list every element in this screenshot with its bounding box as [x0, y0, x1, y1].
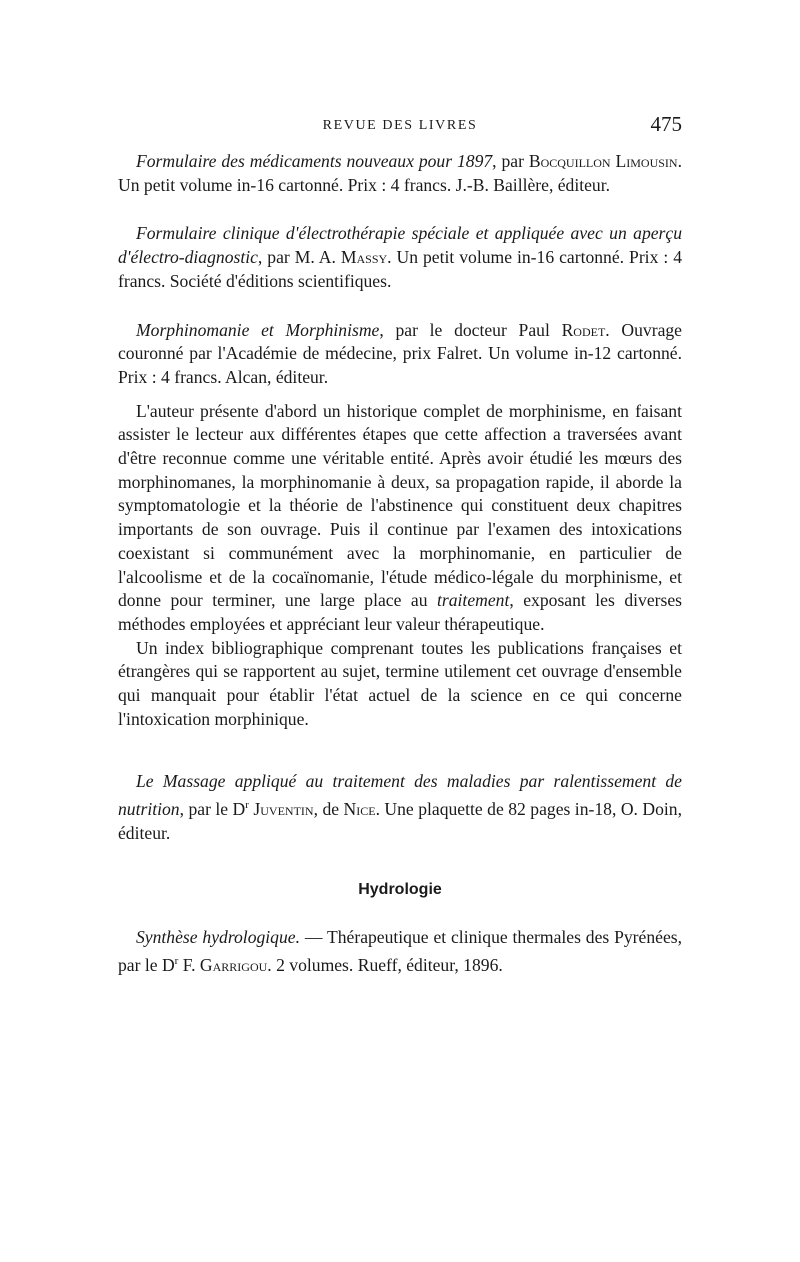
book-entry [118, 222, 682, 293]
superscript: r [174, 955, 179, 968]
author-name: Massy [340, 247, 388, 268]
entry-text: . 2 volumes. Rueff, éditeur, 1896. [267, 955, 503, 975]
entry-text: , de [313, 799, 344, 820]
entry-paragraph [118, 319, 682, 390]
book-entry [118, 926, 682, 977]
entry-text: . Un petit volume in-16 cartonné. Prix : 4 francs. Société d'éditions scientifiques. [118, 247, 682, 291]
page-body [118, 150, 682, 1003]
entry-text: , par [492, 151, 529, 171]
entry-text: , par le D [179, 799, 246, 820]
review-paragraph [118, 400, 682, 637]
entry-text: , par M. A. [257, 247, 341, 268]
book-entry [118, 150, 682, 197]
review-text: , exposant les diverses méthodes employées et appréciant leur valeur thérapeutique. [118, 590, 682, 634]
running-title: REVUE DES LIVRES [322, 118, 478, 133]
book-title: Morphinomanie et Morphinisme [136, 319, 380, 340]
entry-paragraph [118, 770, 682, 845]
entry-text: . Une plaquette de 82 pages in-18, O. Doin, éditeur. [118, 799, 682, 843]
city-name: Nice [343, 799, 376, 820]
entry-text: . Ouvrage couronné par l'Académie de médecine, prix Falret. Un volume in-12 cartonné. Prix : 4 francs. Alcan, éditeur. [118, 319, 682, 387]
book-title: Le Massage appliqué au traitement des maladies par ralentissement de nutrition [118, 771, 682, 820]
page-number: 475 [650, 112, 682, 136]
entry-paragraph [118, 150, 682, 197]
book-title: Formulaire des médicaments nouveaux pour 1897 [136, 151, 493, 171]
entry-text: , par le docteur Paul [379, 319, 562, 340]
review-paragraph: Un index bibliographique comprenant toutes les publications françaises et étrangères qui se rapportent au sujet, termine utilement cet ouvrage d'ensemble qui manquait pour établir l'état actuel de la science en ce qui concerne l'intoxication morphinique. [118, 637, 682, 729]
book-entry [118, 319, 682, 390]
author-name: Garrigou [199, 955, 268, 975]
review-emphasis: traitement [437, 590, 510, 611]
book-entry [118, 770, 682, 845]
superscript: r [245, 799, 249, 812]
book-review [118, 400, 682, 732]
entry-text: F. [178, 955, 200, 975]
running-header [118, 112, 682, 142]
entry-paragraph [118, 222, 682, 293]
book-title: Formulaire clinique d'électrothérapie spéciale et appliquée avec un aperçu d'électro-diagnostic [118, 223, 682, 268]
section-heading: Hydrologie [358, 881, 442, 899]
book-title: Synthèse hydrologique. [136, 927, 300, 948]
author-name: Juventin [253, 799, 314, 820]
author-name: Rodet [561, 319, 606, 340]
entry-paragraph [118, 926, 682, 977]
entry-text: — Thérapeutique et clinique thermales des Pyrénées, par le D [118, 927, 683, 975]
entry-text: . Un petit volume in-16 cartonné. Prix : 4 francs. J.-B. Baillère, éditeur. [118, 151, 682, 195]
review-text: L'auteur présente d'abord un historique complet de morphinisme, en faisant assister le lecteur aux différentes étapes que cette affection a traversées avant d'être reconnue comme une véritable entité. Après avoir étudié les mœurs des morphinomanes, la morphinomanie à deux, sa propagation rapide, il aborde la symptomatologie et la théorie de l'abstinence qui constituent deux chapitres importants de son ouvrage. Puis il continue par l'examen des intoxications coexistant si communément avec la morphinomanie, en particulier de l'alcoolisme et de la cocaïnomanie, l'étude médico-légale du morphinisme, et donne pour terminer, une large place au [118, 400, 682, 611]
author-name: Bocquillon Limousin [528, 151, 678, 171]
